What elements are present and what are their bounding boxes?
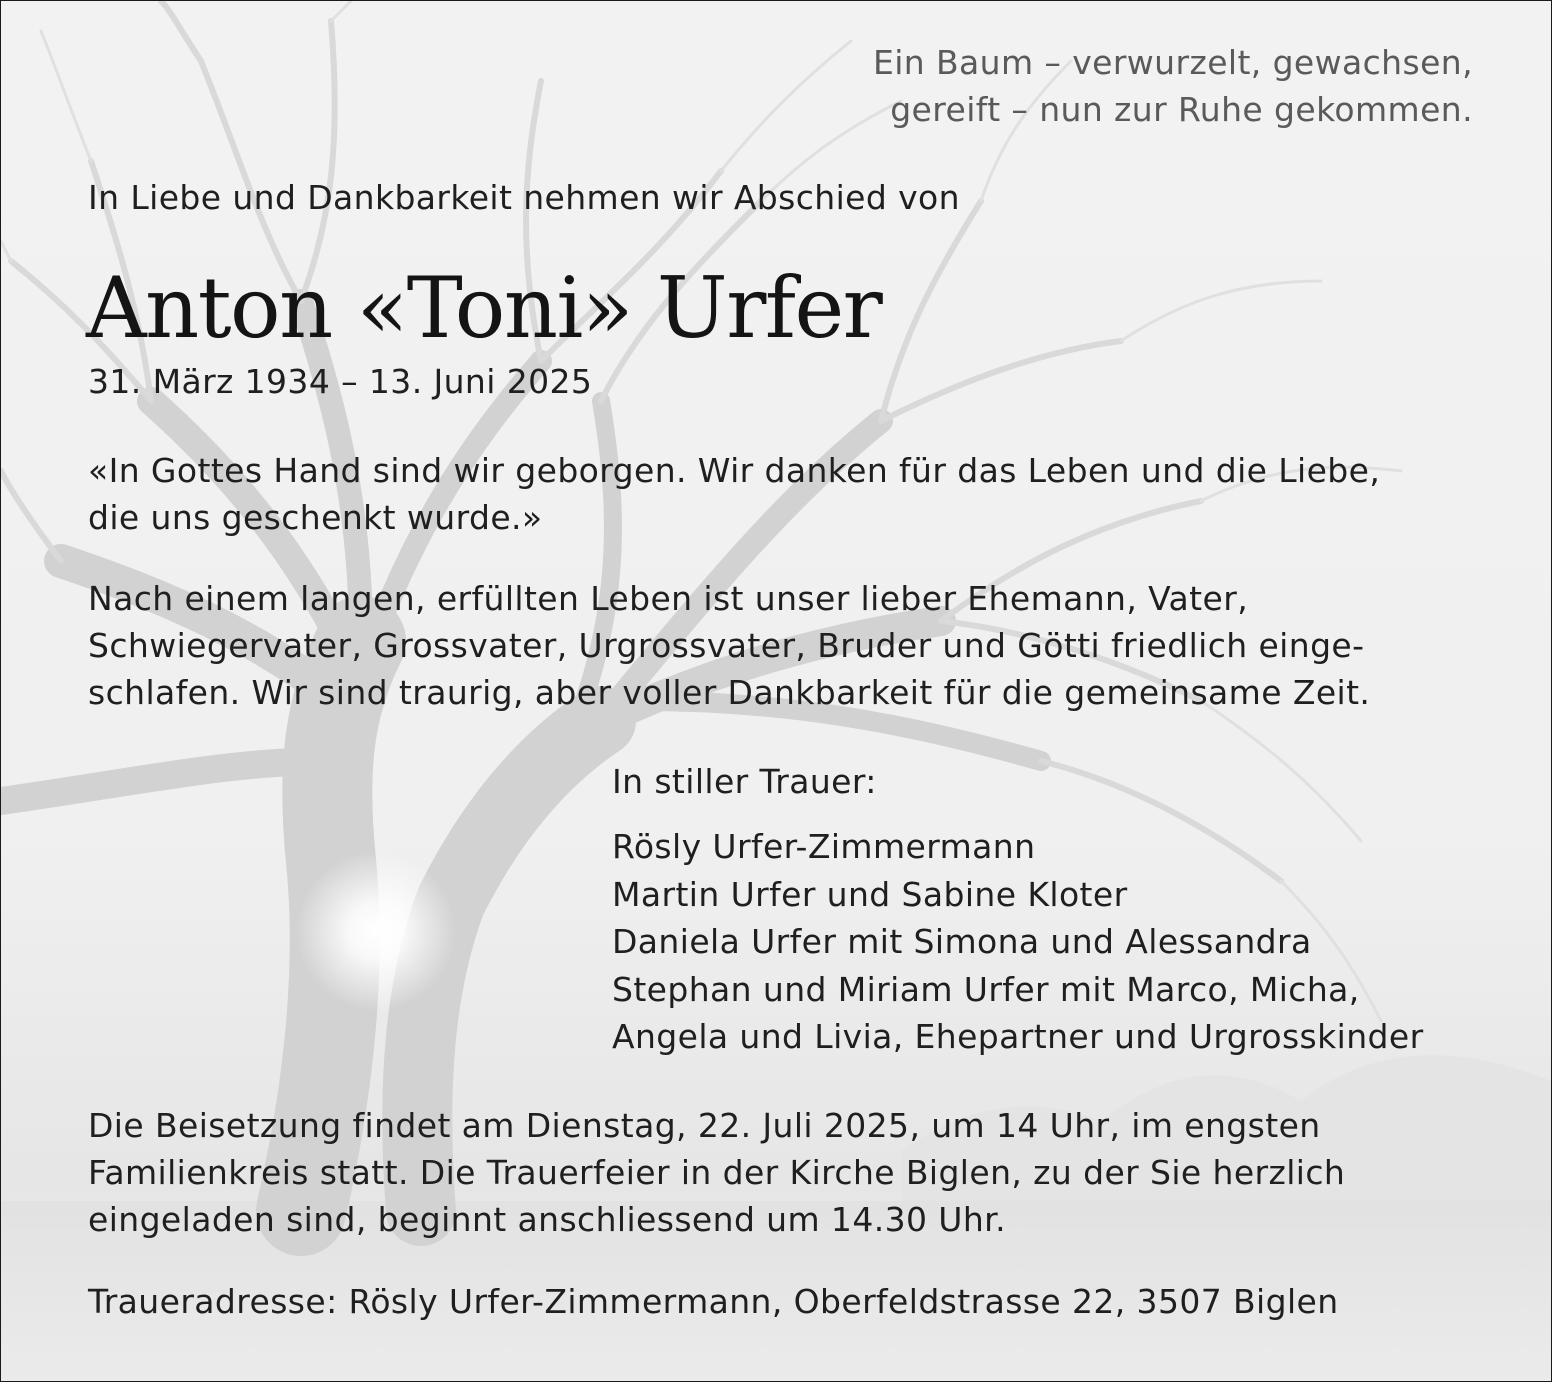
funeral-info-paragraph xyxy=(88,1102,1345,1243)
body-line-3: schlafen. Wir sind traurig, aber voller Dankbarkeit für die gemeinsame Zeit. xyxy=(88,673,1371,712)
intro-text: In Liebe und Dankbarkeit nehmen wir Abschied von xyxy=(88,178,960,217)
funeral-line-2: Familienkreis statt. Die Trauerfeier in der Kirche Biglen, zu der Sie herzlich xyxy=(88,1153,1346,1192)
mourner-item: Angela und Livia, Ehepartner und Urgrosskinder xyxy=(612,1017,1424,1056)
funeral-line-1: Die Beisetzung findet am Dienstag, 22. Juli 2025, um 14 Uhr, im engsten xyxy=(88,1106,1321,1145)
mourner-item: Martin Urfer und Sabine Kloter xyxy=(612,874,1128,914)
funeral-line-3: eingeladen sind, beginnt anschliessend um 14.30 Uhr. xyxy=(88,1200,1006,1239)
mourners-list xyxy=(612,823,1424,1061)
quote-paragraph xyxy=(88,447,1380,541)
mourner-item: Stephan und Miriam Urfer mit Marco, Micha, xyxy=(612,969,1360,1009)
body-line-2: Schwiegervater, Grossvater, Urgrossvater, Bruder und Götti friedlich einge- xyxy=(88,626,1365,665)
deceased-name: Anton «Toni» Urfer xyxy=(86,259,882,357)
mourning-heading: In stiller Trauer: xyxy=(612,762,877,801)
body-paragraph xyxy=(88,575,1370,716)
mourner-item: Daniela Urfer mit Simona und Alessandra xyxy=(612,922,1312,961)
body-line-1: Nach einem langen, erfüllten Leben ist unser lieber Ehemann, Vater, xyxy=(88,579,1249,618)
motto-verse xyxy=(873,39,1473,133)
life-dates: 31. März 1934 – 13. Juni 2025 xyxy=(88,362,593,401)
mourning-address: Traueradresse: Rösly Urfer-Zimmermann, Oberfeldstrasse 22, 3507 Biglen xyxy=(88,1282,1339,1321)
quote-line-2: die uns geschenkt wurde.» xyxy=(88,498,543,537)
motto-line-1: Ein Baum – verwurzelt, gewachsen, xyxy=(872,43,1473,82)
mourner-item: Rösly Urfer-Zimmermann xyxy=(612,827,1036,866)
quote-line-1: «In Gottes Hand sind wir geborgen. Wir danken für das Leben und die Liebe, xyxy=(88,451,1381,490)
motto-line-2: gereift – nun zur Ruhe gekommen. xyxy=(890,90,1473,129)
